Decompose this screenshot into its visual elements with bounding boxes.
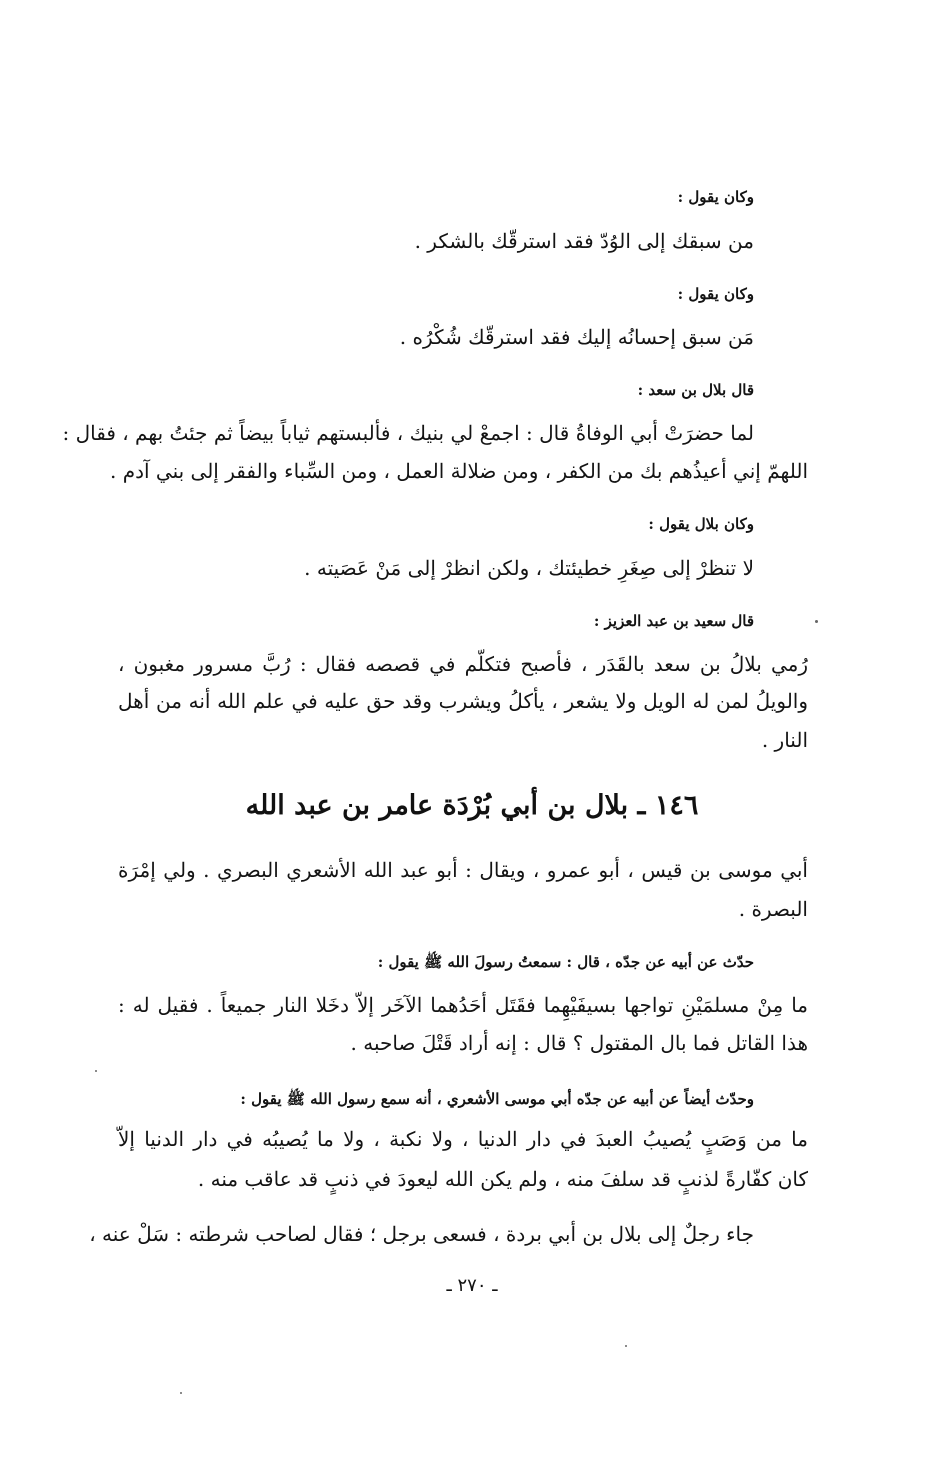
speaker-label: وكان يقول : (677, 285, 754, 303)
quote-line: من سبقك إلى الوُدّ فقد استرقّك بالشكر . (414, 229, 754, 253)
scan-speck (625, 1345, 627, 1347)
entry-line: أبي موسى بن قيس ، أبو عمرو ، ويقال : أبو عبد الله الأشعري البصري . ولي إمْرَة (118, 858, 808, 882)
scan-speck (815, 620, 818, 623)
quote-line: لما حضرَتْ أبي الوفاةُ قال : اجمعْ لي بنيك ، فألبستهم ثياباً بيضاً ثم جئتُ بهم ، فقال : (62, 421, 754, 445)
hadith-line: كان كفّارةً لذنبٍ قد سلفَ منه ، ولم يكن الله ليعودَ في ذنبٍ قد عاقب منه . (197, 1167, 808, 1191)
quote-line: رُمي بلالُ بن سعد بالقَدَر ، فأصبح فتكلّم في قصصه فقال : رُبَّ مسرور مغبون ، (118, 652, 808, 676)
page-number: ـ ٢٧٠ ـ (446, 1275, 498, 1296)
hadith-chain: وحدّث أيضاً عن أبيه عن جدّه أبي موسى الأشعري ، أنه سمع رسول الله ﷺ يقول : (240, 1090, 754, 1108)
hadith-chain: حدّث عن أبيه عن جدّه ، قال : سمعتُ رسولَ الله ﷺ يقول : (377, 953, 754, 971)
speaker-label: قال بلال بن سعد : (637, 381, 754, 399)
scan-speck (95, 1070, 97, 1072)
entry-heading: ١٤٦ ـ بلال بن أبي بُرْدَة عامر بن عبد الله (245, 790, 699, 821)
quote-line: النار . (761, 728, 808, 752)
entry-line: جاء رجلٌ إلى بلال بن أبي بردة ، فسعى برجل ؛ فقال لصاحب شرطته : سَلْ عنه ، (89, 1222, 754, 1246)
hadith-line: هذا القاتل فما بال المقتول ؟ قال : إنه أراد قَتْلَ صاحبه . (350, 1031, 808, 1055)
speaker-label: وكان يقول : (677, 188, 754, 206)
hadith-line: ما مِنْ مسلمَيْنِ تواجها بسيفَيْهِما فقَتَل أحَدُهما الآخَر إلاّ دخَلا النار جميعاً . فقيل له : (118, 993, 808, 1017)
quote-line: مَن سبق إحسانُه إليك فقد استرقّك شُكْرُه . (399, 325, 754, 349)
hadith-line: ما من وَصَبٍ يُصيبُ العبدَ في دار الدنيا ، ولا نكبة ، ولا ما يُصيبُه في دار الدنيا إلاّ (118, 1127, 808, 1151)
entry-line: البصرة . (738, 897, 808, 921)
scan-speck (180, 1392, 182, 1394)
quote-line: والويلُ لمن له الويل ولا يشعر ، يأكلُ ويشرب وقد حق عليه في علم الله أنه من أهل (118, 689, 808, 713)
quote-line: اللهمّ إني أعيذُهم بك من الكفر ، ومن ضلالة العمل ، ومن السِّباء والفقر إلى بني آدم . (110, 459, 808, 483)
speaker-label: قال سعيد بن عبد العزيز : (593, 612, 754, 630)
speaker-label: وكان بلال يقول : (648, 515, 754, 533)
quote-line: لا تنظرْ إلى صِغَرِ خطيئتك ، ولكن انظرْ إلى مَنْ عَصَيته . (304, 556, 754, 580)
